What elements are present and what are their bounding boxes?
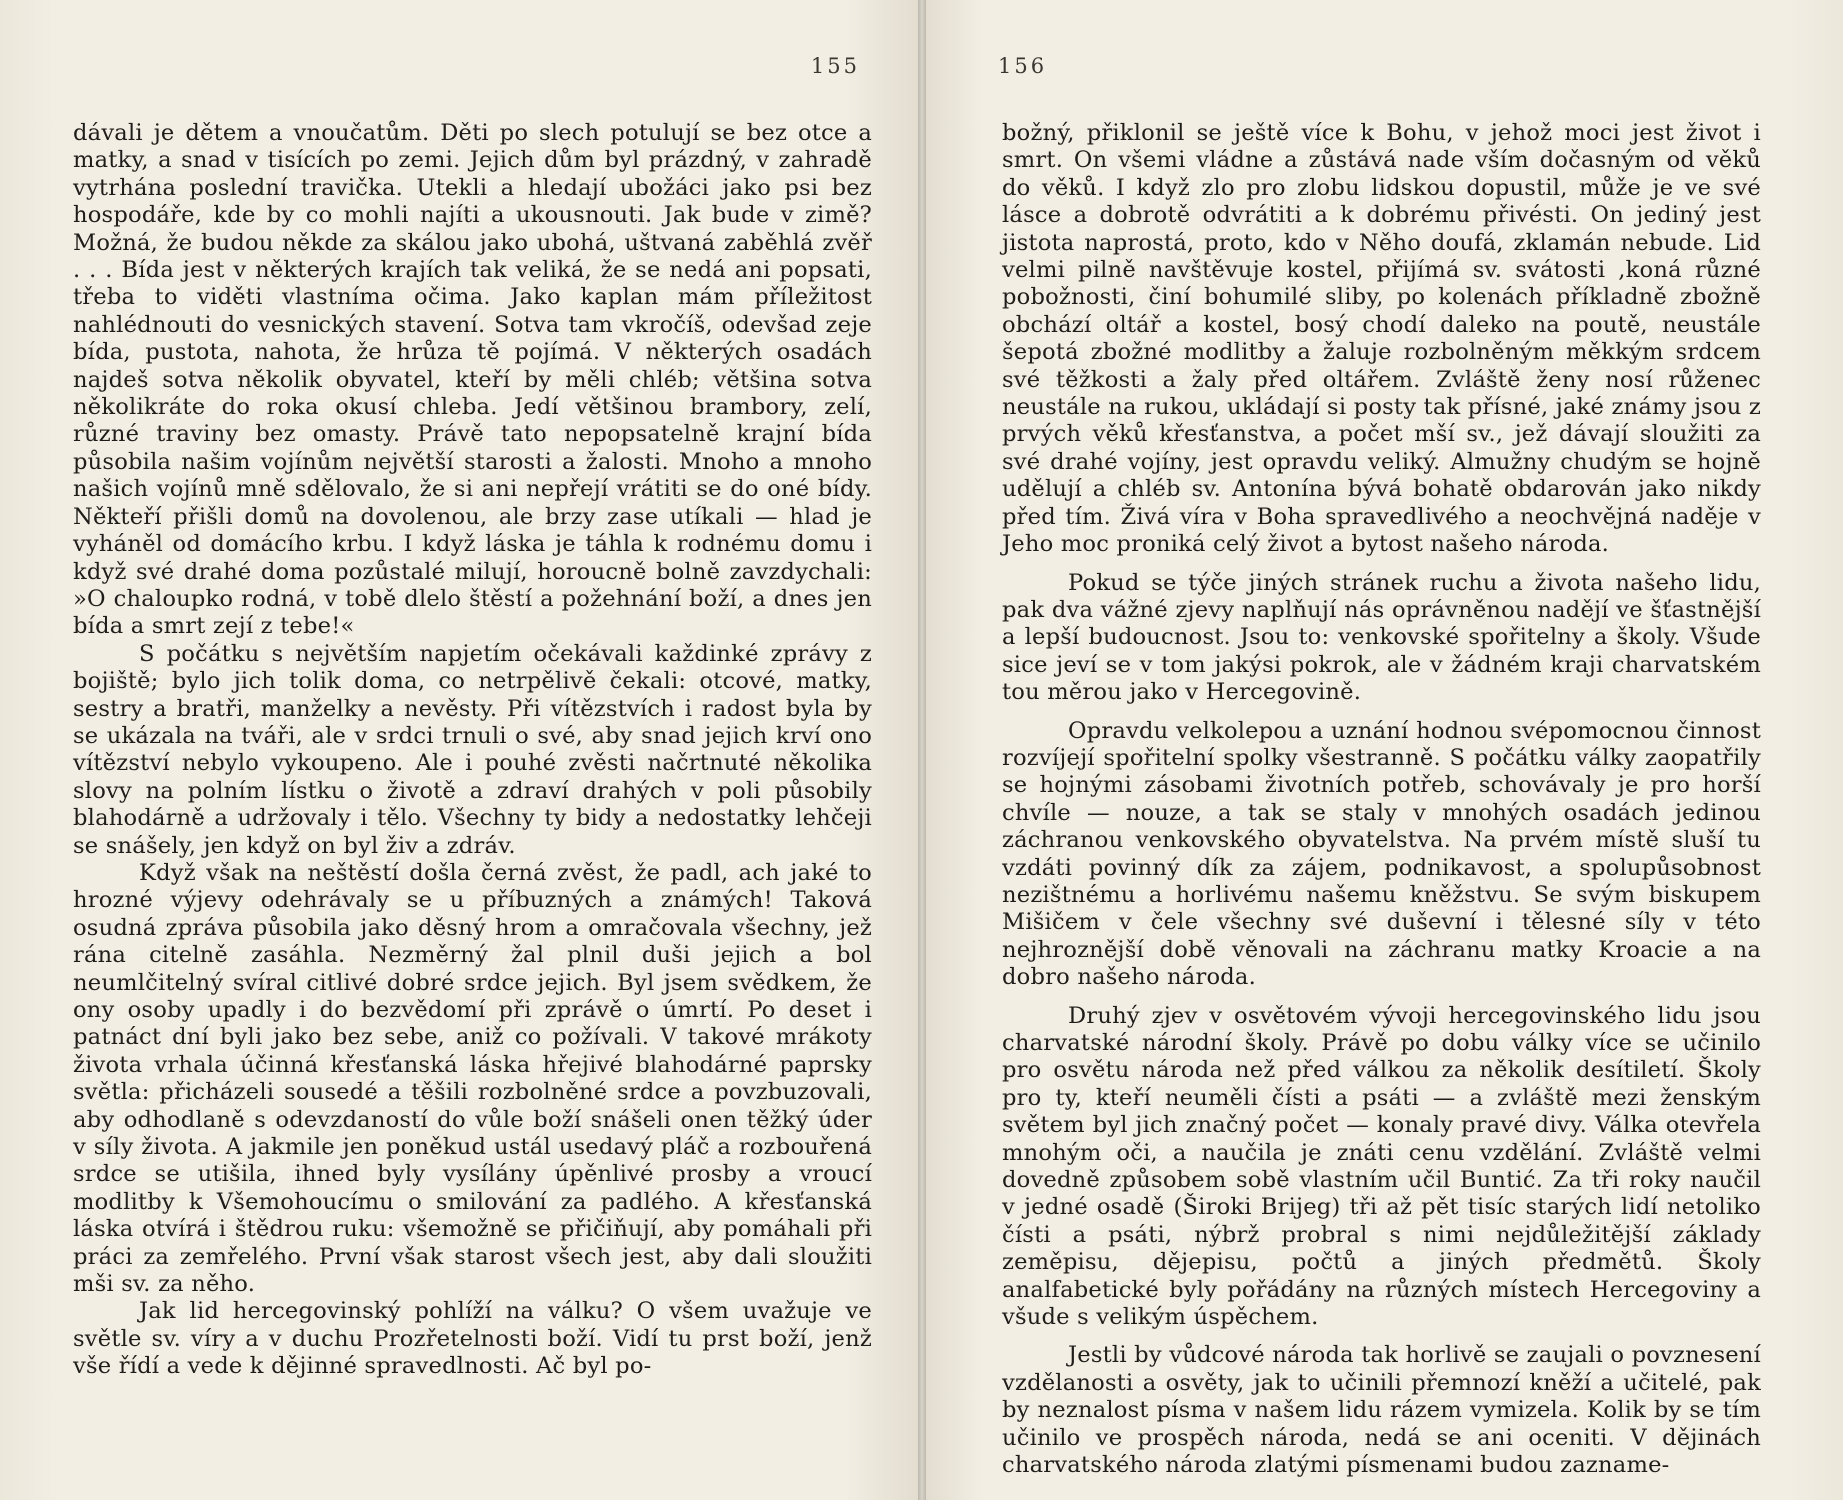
- page-number: 155: [810, 54, 860, 78]
- paragraph: dávali je dětem a vnoučatům. Děti po slech potulují se bez otce a matky, a snad v tisících po zemi. Jejich dům byl prázdný, v zahradě vytrhána poslední travička. Utekli a hledají ubožáci jako psi bez hospodáře, kde by co mohli najíti a ukousnouti. Jak bude v zimě? Možná, že budou někde za skálou jako ubohá, uštvaná zaběhlá zvěř . . . Bída jest v některých krajích tak veliká, že se nedá ani popsati, třeba to viděti vlastníma očima. Jako kaplan mám příležitost nahlédnouti do vesnických stavení. Sotva tam vkročíš, odevšad zeje bída, pustota, nahota, že hrůza tě pojímá. V některých osadách najdeš sotva několik obyvatel, kteří by měli chléb; většina sotva několikráte do roka okusí chleba. Jedí většinou brambory, zelí, různé traviny bez omasty. Právě tato nepopsatelně krajní bída působila našim vojínům největší starosti a žalosti. Mnoho a mnoho našich vojínů mně sdělovalo, že si ani nepřejí vrátiti se do oné bídy. Někteří přišli domů na dovolenou, ale brzy zase utíkali — hlad je vyháněl od domácího krbu. I když láska je táhla k rodnému domu i když své drahé doma pozůstalé milují, horoucně bolně zavzdychali: »O chaloupko rodná, v tobě dlelo štěstí a požehnání boží, a dnes jen bída a smrt zejí z tebe!«: [73, 120, 872, 640]
- paragraph: Jak lid hercegovinský pohlíží na válku? O všem uvažuje ve světle sv. víry a v duchu Prozřetelnosti boží. Vidí tu prst boží, jenž vše řídí a vede k dějinné spravedlnosti. Ač byl po-: [73, 1298, 872, 1380]
- book-gutter: [918, 0, 926, 1500]
- page-number: 156: [998, 54, 1048, 78]
- right-page: [926, 0, 1843, 1500]
- paragraph: božný, přiklonil se ještě více k Bohu, v jehož moci jest život i smrt. On všemi vládne a zůstává nade vším dočasným od věků do věků. I když zlo pro zlobu lidskou dopustil, může je ve své lásce a dobrotě odvrátiti a k dobrému přivésti. On jediný jest jistota naprostá, proto, kdo v Něho doufá, zklamán nebude. Lid velmi pilně navštěvuje kostel, přijímá sv. svátosti ,koná různé pobožnosti, činí bohumilé sliby, po kolenách příkladně zbožně obchází oltář a kostel, bosý chodí daleko na poutě, neustále šepotá zbožné modlitby a žaluje rozbolněným měkkým srdcem své těžkosti a žaly před oltářem. Zvláště ženy nosí růženec neustále na rukou, ukládají si posty tak přísné, jaké známy jsou z prvých věků křesťanstva, a počet mší sv., jež dávají sloužiti za své drahé vojíny, jest opravdu veliký. Almužny chudým se hojně udělují a chléb sv. Antonína bývá bohatě obdarován jako nikdy před tím. Živá víra v Boha spravedlivého a neochvějná naděje v Jeho moc proniká celý život a bytost našeho národa.: [1002, 120, 1761, 558]
- paragraph: Pokud se týče jiných stránek ruchu a života našeho lidu, pak dva vážné zjevy naplňují nás oprávněnou nadějí ve šťastnější a lepší budoucnost. Jsou to: venkovské spořitelny a školy. Všude sice jeví se v tom jakýsi pokrok, ale v žádném kraji charvatském tou měrou jako v Hercegovině.: [1002, 569, 1761, 706]
- paragraph: Opravdu velkolepou a uznání hodnou svépomocnou činnost rozvíjejí spořitelní spolky všestranně. S počátku války zaopatřily se hojnými zásobami životních potřeb, schovávaly je pro horší chvíle — nouze, a tak se staly v mnohých osadách jedinou záchranou venkovského obyvatelstva. Na prvém místě sluší tu vzdáti povinný dík za zájem, podnikavost, a spolupůsobnost nezištnému a horlivému našemu kněžstvu. Se svým biskupem Mišičem v čele všechny své duševní i tělesné síly v této nejhroznější době věnovali na záchranu matky Kroacie a na dobro našeho národa.: [1002, 717, 1761, 991]
- paragraph: Druhý zjev v osvětovém vývoji hercegovinského lidu jsou charvatské národní školy. Právě po dobu války více se učinilo pro osvětu národa než před válkou za několik desítiletí. Školy pro ty, kteří neuměli čísti a psáti — a zvláště mezi ženským světem byl jich značný počet — konaly pravé divy. Válka otevřela mnohým oči, a naučila je znáti cenu vzdělání. Zvláště velmi dovedně způsobem sobě vlastním učil Buntić. Za tři roky naučil v jedné osadě (Široki Brijeg) tři až pět tisíc starých lidí netoliko čísti a psáti, nýbrž probral s nimi nejdůležitější základy zeměpisu, dějepisu, počtů a jiných předmětů. Školy analfabetické byly pořádány na různých místech Hercegoviny a všude s velikým úspěchem.: [1002, 1002, 1761, 1331]
- page-text: [1002, 120, 1761, 1480]
- paragraph: Jestli by vůdcové národa tak horlivě se zaujali o povznesení vzdělanosti a osvěty, jak to učinili přemnozí kněží a učitelé, pak by neznalost písma v našem lidu rázem vymizela. Kolik by se tím učinilo ve prospěch národa, nedá se ani oceniti. V dějinách charvatského národa zlatými písmenami budou zaznamе-: [1002, 1342, 1761, 1479]
- left-page: [0, 0, 918, 1500]
- paragraph: S počátku s největším napjetím očekávali každinké zprávy z bojiště; bylo jich tolik doma, co netrpělivě čekali: otcové, matky, sestry a bratři, manželky a nevěsty. Při vítězstvích i radost byla by se ukázala na tváři, ale v srdci trnuli o své, aby snad jejich krví ono vítězství nebylo vykoupeno. Ale i pouhé zvěsti načrtnuté několika slovy na polním lístku o životě a zdraví drahých v poli působily blahodárně a udržovaly i tělo. Všechny ty bidy a nedostatky lehčeji se snášely, jen když on byl živ a zdráv.: [73, 640, 872, 859]
- paragraph: Když však na neštěstí došla černá zvěst, že padl, ach jaké to hrozné výjevy odehrávaly se u příbuzných a známých! Taková osudná zpráva působila jako děsný hrom a omračovala všechny, jež rána citelně zasáhla. Nezměrný žal plnil duši jejich a bol neumlčitelný svíral citlivé dobré srdce jejich. Byl jsem svědkem, že ony osoby upadly i do bezvědomí při zprávě o úmrtí. Po deset i patnáct dní byli jako bez sebe, aniž co požívali. V takové mrákoty života vrhala účinná křesťanská láska hřejivé blahodárné paprsky světla: přicházeli sousedé a těšili rozbolněné srdce a povzbuzovali, aby odhodlaně s odevzdaností do vůle boží snášeli onen těžký úder v síly života. A jakmile jen poněkud ustál usedavý pláč a rozbouřená srdce se utišila, ihned byly vysílány úpěnlivé prosby a vroucí modlitby k Všemohoucímu o smilování za padlého. A křesťanská láska otvírá i štědrou ruku: všemožně se přičiňují, aby pomáhali při práci za zemřelého. První však starost všech jest, aby dali sloužiti mši sv. za něho.: [73, 859, 872, 1298]
- page-text: [73, 120, 872, 1381]
